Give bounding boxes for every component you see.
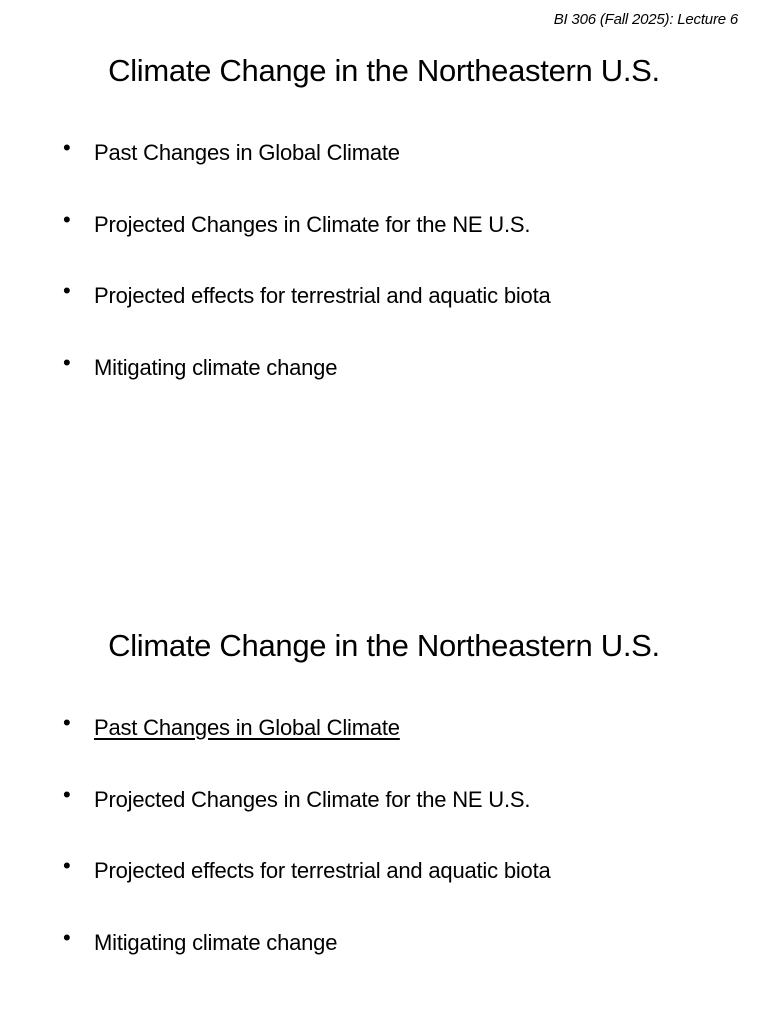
list-item (0, 924, 768, 1000)
slide-2 (0, 627, 768, 999)
bullet-icon: • (63, 781, 71, 807)
slide-title: Climate Change in the Northeastern U.S. (108, 53, 660, 88)
bullet-text-highlighted: Past Changes in Global Climate (94, 715, 400, 740)
bullet-list (0, 135, 768, 424)
bullet-text: Mitigating climate change (94, 354, 338, 380)
list-item (0, 781, 768, 857)
bullet-text: Past Changes in Global Climate (94, 140, 400, 165)
bullet-icon: • (63, 924, 71, 950)
list-item (0, 710, 768, 785)
bullet-icon: • (63, 278, 71, 303)
bullet-text: Projected Changes in Climate for the NE U.S. (94, 786, 531, 812)
bullet-icon: • (63, 206, 71, 232)
bullet-icon: • (63, 710, 71, 735)
list-item (0, 349, 768, 425)
bullet-icon: • (63, 349, 71, 375)
bullet-icon: • (63, 135, 71, 160)
list-item (0, 206, 768, 282)
list-item (0, 853, 768, 928)
bullet-text: Projected Changes in Climate for the NE U.S. (94, 211, 531, 237)
course-lecture-header: BI 306 (Fall 2025): Lecture 6 (553, 11, 738, 28)
list-item (0, 135, 768, 210)
list-item (0, 278, 768, 353)
bullet-icon: • (63, 853, 71, 878)
bullet-text: Projected effects for terrestrial and aquatic biota (94, 283, 551, 308)
bullet-text: Projected effects for terrestrial and aquatic biota (94, 858, 551, 883)
slide-title: Climate Change in the Northeastern U.S. (108, 628, 660, 663)
bullet-text: Mitigating climate change (94, 929, 338, 955)
bullet-list (0, 710, 768, 999)
slide-1 (0, 52, 768, 424)
